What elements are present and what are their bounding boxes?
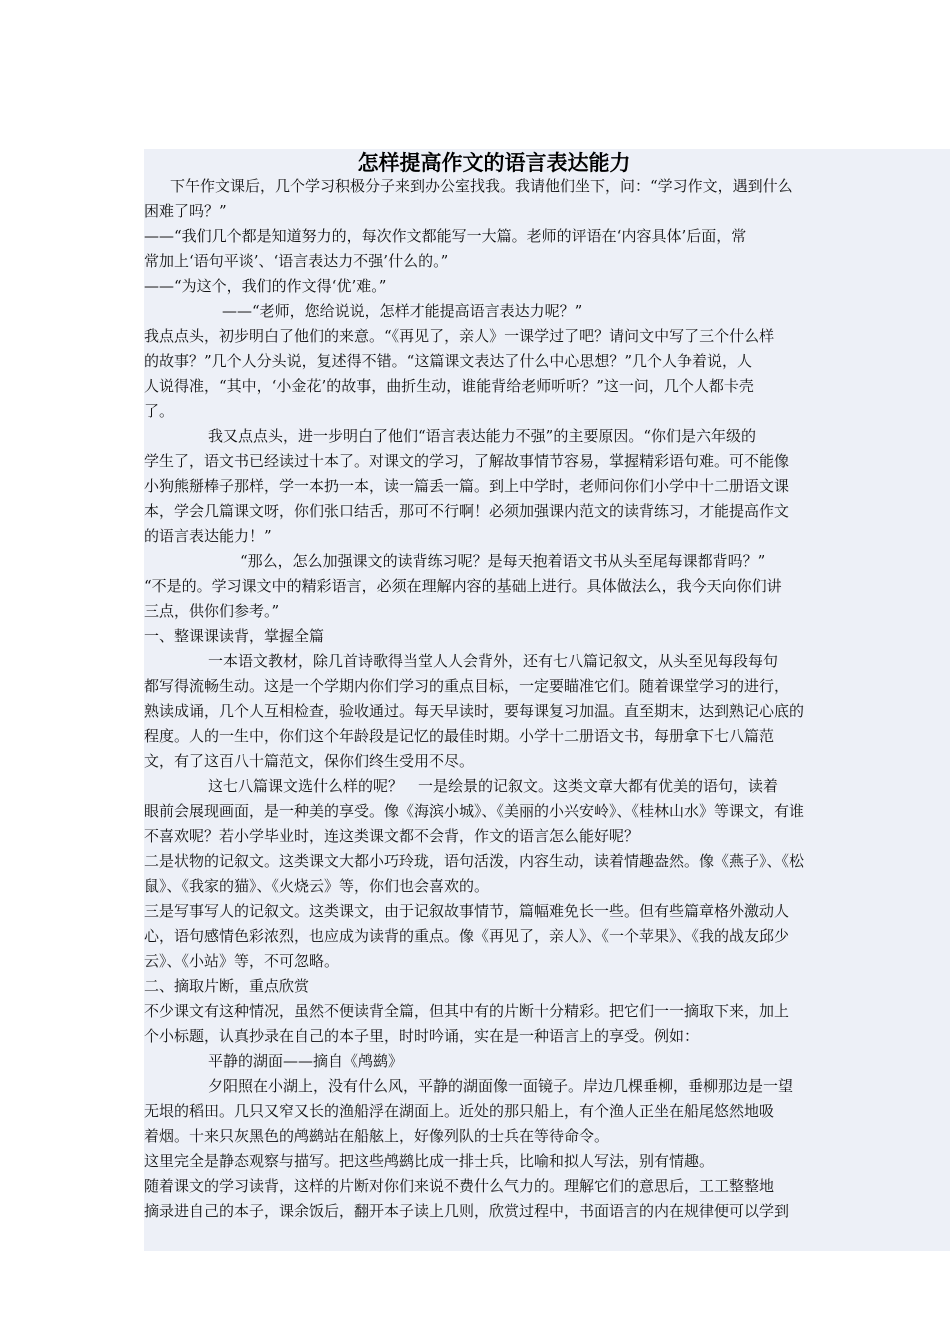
paragraph-line: 熟读成诵，几个人互相检查，验收通过。每天早读时，要每课复习加温。直至期末，达到熟记心底的 (144, 702, 805, 720)
document-title: 怎样提高作文的语言表达能力 (357, 150, 631, 175)
paragraph-line: 的语言表达能力！” (144, 527, 272, 545)
paragraph-line: 三点，供你们参考。” (144, 602, 280, 620)
excerpt-title: 平静的湖面——摘自《鸬鹚》 (208, 1052, 404, 1070)
paragraph-line: 的故事？”几个人分头说，复述得不错。“这篇课文表达了什么中心思想？”几个人争着说，人 (144, 352, 753, 370)
paragraph-line: 无垠的稻田。几只又窄又长的渔船浮在湖面上。近处的那只船上，有个渔人正坐在船尾悠然地吸 (144, 1102, 775, 1120)
paragraph-line: 个小标题，认真抄录在自己的本子里，时时吟诵，实在是一种语言上的享受。例如： (144, 1027, 700, 1045)
paragraph-line: 人说得准，“其中，‘小金花’的故事，曲折生动，谁能背给老师听听？”这一问，几个人都卡壳 (144, 377, 754, 395)
paragraph-line: 常加上‘语句平谈’、‘语言表达力不强’什么的。” (144, 252, 449, 270)
paragraph-line: 文，有了这百八十篇范文，保你们终生受用不尽。 (144, 752, 475, 770)
paragraph-line: ——“我们几个都是知道努力的，每次作文都能写一大篇。老师的评语在‘内容具体’后面，常 (144, 227, 747, 245)
paragraph-line: 本，学会几篇课文呀，你们张口结舌，那可不行啊！必须加强课内范文的读背练习，才能提高作文 (144, 502, 790, 520)
paragraph-line: 二是状物的记叙文。这类课文大都小巧玲珑，语句活泼，内容生动，读着情趣盎然。像《燕子》、《松 (144, 852, 805, 870)
paragraph-line: 这七八篇课文选什么样的呢？ 一是绘景的记叙文。这类文章大都有优美的语句，读着 (208, 777, 779, 795)
paragraph-line: 我又点点头，进一步明白了他们“语言表达能力不强”的主要原因。“你们是六年级的 (208, 427, 757, 445)
section-heading: 一、整课课读背，掌握全篇 (144, 627, 325, 645)
paragraph-line: 云》、《小站》等，不可忽略。 (144, 952, 340, 970)
paragraph-line: 夕阳照在小湖上，没有什么风，平静的湖面像一面镜子。岸边几棵垂柳，垂柳那边是一望 (208, 1077, 794, 1095)
paragraph-line: 眼前会展现画面，是一种美的享受。像《海滨小城》、《美丽的小兴安岭》、《桂林山水》等课文，有谁 (144, 802, 805, 820)
paragraph-line: “不是的。学习课文中的精彩语言，必须在理解内容的基础上进行。具体做法么，我今天向你们讲 (144, 577, 782, 595)
paragraph-line: 鼠》、《我家的猫》、《火烧云》等，你们也会喜欢的。 (144, 877, 490, 895)
paragraph-line: 随着课文的学习读背，这样的片断对你们来说不费什么气力的。理解它们的意思后，工工整整地 (144, 1177, 775, 1195)
paragraph-line: ——“老师，您给说说，怎样才能提高语言表达力呢？” (222, 302, 583, 320)
paragraph-line: 小狗熊掰棒子那样，学一本扔一本，读一篇丢一篇。到上中学时，老师问你们小学中十二册语文课 (144, 477, 790, 495)
paragraph-line: 不少课文有这种情况，虽然不便读背全篇，但其中有的片断十分精彩。把它们一一摘取下来，加上 (144, 1002, 790, 1020)
paragraph-line: 一本语文教材，除几首诗歌得当堂人人会背外，还有七八篇记叙文，从头至见每段每句 (208, 652, 779, 670)
section-heading: 二、摘取片断，重点欣赏 (144, 977, 310, 995)
paragraph-line: 困难了吗？” (144, 202, 227, 220)
paragraph-line: 程度。人的一生中，你们这个年龄段是记忆的最佳时期。小学十二册语文书，每册拿下七八篇范 (144, 727, 775, 745)
paragraph-line: 都写得流畅生动。这是一个学期内你们学习的重点目标，一定要瞄准它们。随着课堂学习的进行， (144, 677, 790, 695)
paragraph-line: 心，语句感情色彩浓烈，也应成为读背的重点。像《再见了，亲人》、《一个苹果》、《我的战友邱少 (144, 927, 790, 945)
paragraph-line: 这里完全是静态观察与描写。把这些鸬鹚比成一排士兵，比喻和拟人写法，别有情趣。 (144, 1152, 715, 1170)
paragraph-line: 我点点头，初步明白了他们的来意。“《再见了，亲人》一课学过了吧？请问文中写了三个什么样 (144, 327, 775, 345)
paragraph-line: 下午作文课后，几个学习积极分子来到办公室找我。我请他们坐下，问：“学习作文，遇到什么 (170, 177, 793, 195)
paragraph-line: 不喜欢呢？若小学毕业时，连这类课文都不会背，作文的语言怎么能好呢？ (144, 827, 640, 845)
paragraph-line: “那么，怎么加强课文的读背练习呢？是每天抱着语文书从头至尾每课都背吗？” (240, 552, 766, 570)
paragraph-line: 了。 (144, 402, 175, 420)
paragraph-line: 学生了，语文书已经读过十本了。对课文的学习，了解故事情节容易，掌握精彩语句难。可不能像 (144, 452, 790, 470)
paragraph-line: 着烟。十来只灰黑色的鸬鹚站在船舷上，好像列队的士兵在等待命令。 (144, 1127, 610, 1145)
paragraph-line: 三是写事写人的记叙文。这类课文，由于记叙故事情节，篇幅难免长一些。但有些篇章格外激动人 (144, 902, 790, 920)
document-page (144, 149, 950, 1251)
paragraph-line: 摘录进自己的本子，课余饭后，翻开本子读上几则，欣赏过程中，书面语言的内在规律便可以学到 (144, 1202, 790, 1220)
paragraph-line: ——“为这个，我们的作文得‘优’难。” (144, 277, 387, 295)
